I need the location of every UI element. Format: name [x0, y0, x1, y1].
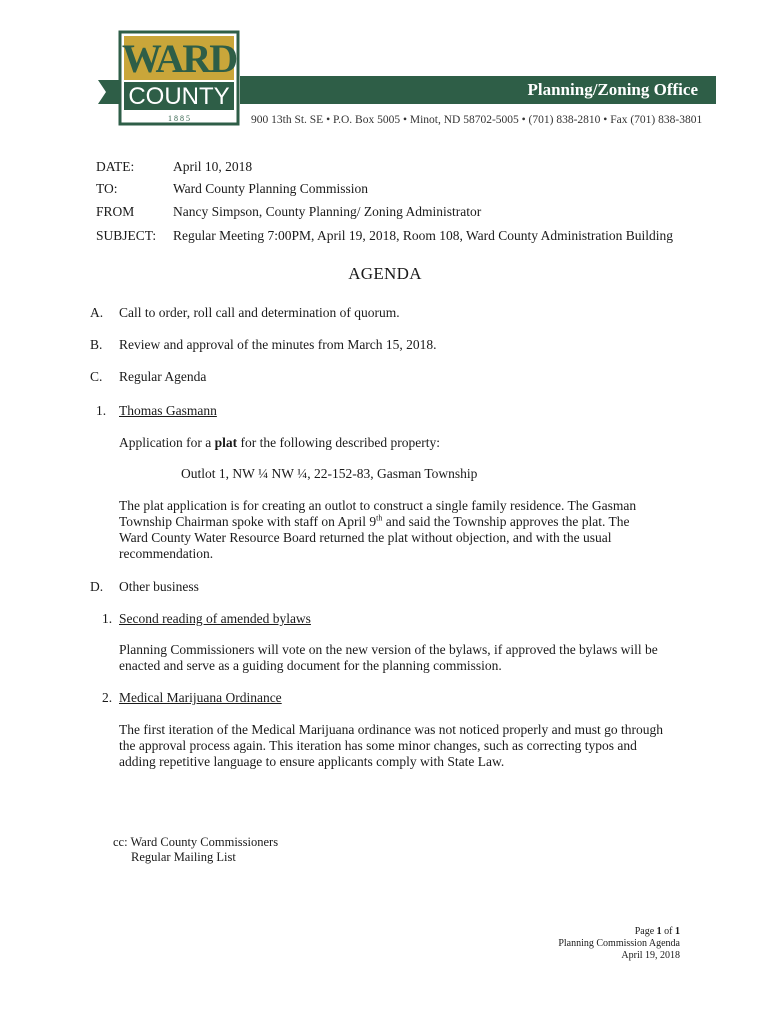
office-address: 900 13th St. SE • P.O. Box 5005 • Minot, ND 58702-5005 • (701) 838-2810 • Fax (701) 838-3801: [251, 114, 703, 126]
plat-bold: plat: [214, 435, 238, 450]
item-c1-application: Application for a plat for the following described property:: [119, 435, 440, 450]
item-c1-desc-line4: recommendation.: [119, 546, 214, 561]
agenda-heading: AGENDA: [348, 264, 422, 283]
item-c1-property: Outlot 1, NW ¼ NW ¼, 22-152-83, Gasman Township: [181, 466, 478, 481]
cc-line1: cc: Ward County Commissioners: [113, 835, 279, 849]
footer-doc-date: April 19, 2018: [621, 950, 680, 961]
item-d2-title: Medical Marijuana Ordinance: [119, 690, 282, 705]
footer-doc-name: Planning Commission Agenda: [558, 938, 680, 949]
item-b-text: Review and approval of the minutes from March 15, 2018.: [119, 337, 437, 352]
item-c-letter: C.: [90, 369, 103, 384]
item-c1-desc-line2: Township Chairman spoke with staff on April 9th and said the Township approves the plat. The: [119, 513, 630, 529]
item-d-letter: D.: [90, 579, 104, 594]
logo-word-county: COUNTY: [128, 83, 230, 110]
item-d1-number: 1.: [102, 611, 113, 626]
item-c1-desc-line3: Ward County Water Resource Board returned the plat without objection, and with the usual: [119, 530, 612, 545]
cc-line2: Regular Mailing List: [131, 850, 236, 864]
item-d1-title: Second reading of amended bylaws: [119, 611, 311, 626]
item-d2-desc-line3: adding repetitive language to ensure applicants comply with State Law.: [119, 754, 505, 769]
item-d1-desc-line1: Planning Commissioners will vote on the new version of the bylaws, if approved the bylaws will be: [119, 642, 658, 657]
date-label: DATE:: [96, 159, 135, 174]
logo-year: 1 8 8 5: [168, 114, 190, 123]
ward-county-logo: [98, 28, 258, 132]
from-label: FROM: [96, 204, 135, 219]
logo-word-ward: WARD: [121, 36, 237, 81]
page-number: Page 1 of 1: [634, 926, 680, 937]
to-label: TO:: [96, 181, 118, 196]
item-c1-desc-line1: The plat application is for creating an outlot to construct a single family residence. The Gasman: [119, 498, 637, 513]
item-b-letter: B.: [90, 337, 103, 352]
item-a-text: Call to order, roll call and determination of quorum.: [119, 305, 400, 320]
item-c1-title: Thomas Gasmann: [119, 403, 217, 418]
item-c-text: Regular Agenda: [119, 369, 207, 384]
from-value: Nancy Simpson, County Planning/ Zoning Administrator: [173, 204, 482, 219]
item-d2-desc-line2: the approval process again. This iteration has some minor changes, such as correcting typos and: [119, 738, 637, 753]
item-a-letter: A.: [90, 305, 104, 320]
subject-label: SUBJECT:: [96, 228, 157, 243]
to-value: Ward County Planning Commission: [173, 181, 369, 196]
item-d2-desc-line1: The first iteration of the Medical Marijuana ordinance was not noticed properly and must go through: [119, 722, 663, 737]
date-value: April 10, 2018: [173, 159, 253, 174]
item-d2-number: 2.: [102, 690, 113, 705]
office-title: Planning/Zoning Office: [527, 80, 698, 99]
subject-value: Regular Meeting 7:00PM, April 19, 2018, Room 108, Ward County Administration Building: [173, 228, 674, 243]
item-c1-number: 1.: [96, 403, 107, 418]
item-d-text: Other business: [119, 579, 199, 594]
item-d1-desc-line2: enacted and serve as a guiding document for the planning commission.: [119, 658, 502, 673]
